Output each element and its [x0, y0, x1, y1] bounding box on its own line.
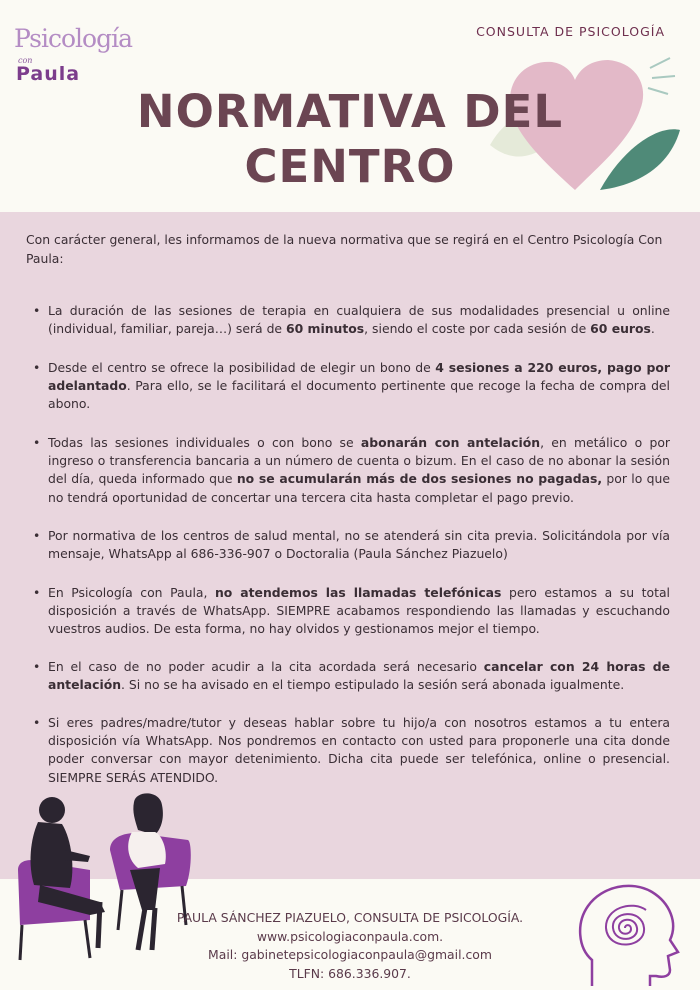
rule-text: por lo que no tendrá oportunidad de concertar una tercera cita hasta completar el pago previo. — [48, 471, 670, 505]
rule-text: En Psicología con Paula, — [48, 585, 215, 600]
logo-text-psicologia: Psicología — [14, 24, 132, 53]
rule-text: Por normativa de los centros de salud mental, no se atenderá sin cita previa. Solicitándola por vía mensaje, WhatsApp al 686-336-907 o Doctoralia (Paula Sánchez Piazuelo) — [48, 528, 670, 562]
rule-highlight: abonarán con antelación — [360, 435, 541, 450]
rule-item — [26, 434, 670, 507]
rule-item — [26, 302, 670, 338]
rule-highlight: cancelar con 24 horas de antelación — [48, 659, 670, 693]
bullet-icon: • — [33, 585, 41, 600]
footer-name: PAULA SÁNCHEZ PIAZUELO, CONSULTA DE PSICOLOGÍA. — [176, 910, 524, 925]
bullet-icon: • — [33, 528, 41, 543]
rule-highlight: no se acumularán más de dos sesiones no pagadas, — [236, 471, 603, 487]
rule-item — [26, 658, 670, 694]
rule-text: , en metálico o por ingreso o transferencia bancaria a un número de cuenta o bizum. En el caso de no abonar la sesión del día, queda informado que — [48, 435, 670, 487]
rule-highlight: 4 sesiones a 220 euros, pago por adelantado — [48, 360, 671, 394]
footer-contact — [150, 909, 550, 983]
rule-highlight: 60 minutos — [286, 321, 365, 337]
footer-email[interactable]: Mail: gabinetepsicologiaconpaula@gmail.com — [208, 947, 492, 962]
footer-phone[interactable]: TLFN: 686.336.907. — [289, 965, 411, 981]
rule-text: . — [650, 321, 655, 337]
rule-highlight: no atendemos las llamadas telefónicas — [214, 585, 502, 600]
bullet-icon: • — [33, 715, 41, 730]
rule-item — [26, 527, 670, 563]
rule-text: Desde el centro se ofrece la posibilidad de elegir un bono de — [48, 360, 436, 375]
rule-highlight: 60 euros — [590, 321, 651, 337]
bullet-icon: • — [33, 435, 41, 450]
header-kicker: CONSULTA DE PSICOLOGÍA — [476, 24, 665, 39]
rule-text: , siendo el coste por cada sesión de — [364, 321, 591, 337]
footer-website-link[interactable]: www.psicologiaconpaula.com. — [256, 928, 444, 944]
rule-text: La duración de las sesiones de terapia en cualquiera de sus modalidades presencial u online (individual, familiar, pareja…) será de — [48, 303, 670, 337]
title-line-1: NORMATIVA DEL — [136, 85, 564, 138]
rule-item — [26, 714, 670, 787]
bullet-icon: • — [33, 303, 41, 318]
rule-text: pero estamos a su total disposición a través de WhatsApp. SIEMPRE acabamos respondiendo las llamadas y escuchando vuestros audios. De esta forma, no hay olvidos y gestionamos mejor el tiempo. — [48, 585, 670, 637]
bullet-icon: • — [33, 360, 41, 375]
rule-item — [26, 584, 670, 639]
rule-text: Todas las sesiones individuales o con bono se — [48, 435, 361, 450]
logo-text-paula: Paula — [16, 63, 81, 85]
logo[interactable] — [14, 24, 132, 85]
intro-paragraph: Con carácter general, les informamos de la nueva normativa que se regirá en el Centro Psicología Con Paula: — [26, 232, 663, 266]
bullet-icon: • — [33, 659, 41, 674]
rule-text: . Para ello, se le facilitará el documento pertinente que recoge la fecha de compra del abono. — [48, 378, 670, 412]
rule-item — [26, 359, 670, 414]
page-title — [95, 84, 605, 194]
logo-text-con: con — [18, 56, 33, 65]
rule-text: . Si no se ha avisado en el tiempo estipulado la sesión será abonada igualmente. — [121, 677, 625, 693]
head-spiral-icon — [570, 878, 690, 990]
rule-text: Si eres padres/madre/tutor y deseas hablar sobre tu hijo/a con nosotros estamos a tu entera disposición vía WhatsApp. Nos pondremos en contacto con usted para proponerle una cita donde poder conversar con mayor detenimiento. Dicha cita puede ser telefónica, online o presencial. SIEMPRE SERÁS ATENDIDO. — [48, 715, 670, 785]
title-line-2: CENTRO — [244, 140, 456, 193]
rule-text: En el caso de no poder acudir a la cita acordada será necesario — [48, 659, 484, 674]
